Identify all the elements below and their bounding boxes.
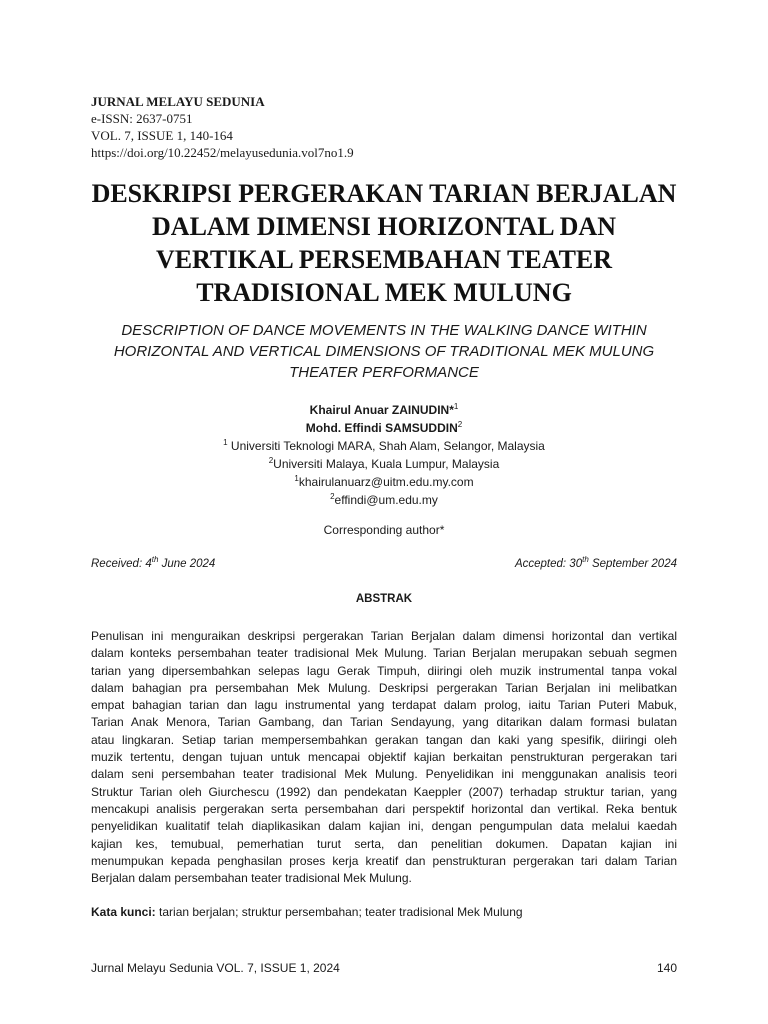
abstract-line: dalam bahagian pra persembahan Mek Mulung. Deskripsi pergerakan Tarian Berjalan ini melibatkan — [91, 680, 677, 695]
title-malay-line: DESKRIPSI PERGERAKAN TARIAN BERJALAN — [91, 179, 677, 208]
accepted-date — [514, 555, 677, 570]
received-label: Received: 4 — [91, 558, 152, 570]
title-english-line: HORIZONTAL AND VERTICAL DIMENSIONS OF TRADITIONAL MEK MULUNG — [113, 343, 655, 360]
abstract-line: dalam konteks persembahan teater tradisional Mek Mulung. Tarian Berjalan merupakan sebuah segmen — [91, 646, 677, 661]
abstract-line: dalam seni persembahan teater tradisional Mek Mulung. Penyelidikan ini menggunakan analisis teori — [91, 767, 677, 782]
email-line — [0, 491, 768, 509]
abstract-line: kajian kes, temubual, pemerhatian turut serta, dan penelitian dokumen. Dapatan kajian ini — [91, 836, 677, 851]
author-superscript: 2 — [457, 420, 463, 429]
author-line — [0, 419, 768, 437]
received-date — [91, 555, 216, 570]
received-superscript: th — [151, 555, 159, 565]
abstract-body — [91, 628, 677, 887]
authors-block — [0, 401, 768, 509]
abstract-line: Struktur Tarian oleh Giurchescu (1992) dan pendekatan Kaeppler (2007) terhadap struktur tarian, yang — [91, 784, 677, 799]
title-malay-line: VERTIKAL PERSEMBAHAN TEATER — [155, 245, 613, 274]
title-english-line: DESCRIPTION OF DANCE MOVEMENTS IN THE WALKING DANCE WITHIN — [121, 322, 647, 339]
affiliation-superscript: 1 — [223, 438, 228, 447]
affiliation-line — [0, 455, 768, 473]
affiliation-line — [0, 437, 768, 455]
affiliation-superscript: 2 — [268, 456, 274, 465]
abstract-line: Penulisan ini menguraikan deskripsi pergerakan Tarian Berjalan dalam dimensi horizontal dan vertikal — [91, 629, 677, 643]
title-malay-line: TRADISIONAL MEK MULUNG — [196, 278, 572, 307]
accepted-superscript: th — [582, 555, 589, 565]
keywords-label: Kata kunci: — [91, 905, 156, 919]
corresponding-author-note: Corresponding author* — [323, 523, 445, 537]
abstract-line: Tarian Anak Menora, Tarian Gambang, dan Tarian Sendayung, yang ditarikan dalam formasi bulatan — [91, 715, 677, 730]
abstract-line: tarian yang dipersembahkan selepas lagu Gerak Timpuh, diiringi oleh muzik instrumental tanpa vokal — [91, 663, 677, 678]
abstract-heading: ABSTRAK — [355, 593, 413, 605]
received-rest: June 2024 — [158, 558, 216, 570]
author-name: Khairul Anuar ZAINUDIN* — [309, 403, 454, 417]
author-line — [0, 401, 768, 419]
keywords-text: tarian berjalan; struktur persembahan; teater tradisional Mek Mulung — [155, 905, 523, 919]
accepted-label: Accepted: 30 — [514, 558, 583, 570]
footer-journal: Jurnal Melayu Sedunia VOL. 7, ISSUE 1, 2024 — [91, 961, 340, 975]
paper-title-english — [70, 320, 698, 383]
abstract-line: muzik tertentu, dengan tujuan untuk mencapai objektif kajian berkaitan penstrukturan pergerakan tari — [91, 750, 677, 765]
journal-volume: VOL. 7, ISSUE 1, 140-164 — [91, 128, 233, 143]
author-superscript: 1 — [453, 402, 459, 411]
journal-info — [91, 93, 354, 161]
journal-name: JURNAL MELAYU SEDUNIA — [91, 94, 265, 109]
paper-title-malay — [60, 177, 708, 309]
title-english-line: THEATER PERFORMANCE — [289, 364, 479, 381]
email-superscript: 1 — [294, 474, 299, 483]
journal-eissn: e-ISSN: 2637-0751 — [91, 111, 193, 126]
author-name: Mohd. Effindi SAMSUDDIN — [305, 421, 458, 435]
accepted-rest: September 2024 — [588, 558, 677, 570]
abstract-line: penyelidikan kualitatif telah diaplikasikan dalam kajian ini, dengan pengumpulan data melalui kaedah — [91, 819, 677, 834]
abstract-line: empat bahagian tarian dan lagu instrumental yang terdapat dalam prolog, iaitu Tarian Puteri Mabuk, — [91, 698, 677, 713]
email-link[interactable]: effindi@um.edu.my — [334, 493, 438, 507]
keywords — [91, 905, 523, 919]
email-line — [0, 473, 768, 491]
journal-doi-link[interactable]: https://doi.org/10.22452/melayusedunia.vol7no1.9 — [91, 145, 354, 160]
affiliation-text: Universiti Malaya, Kuala Lumpur, Malaysia — [273, 457, 500, 471]
abstract-line: mencakupi analisis pergerakan serta persembahan dari perspektif horizontal dan vertikal. Reka bentuk — [91, 801, 677, 816]
email-superscript: 2 — [330, 492, 335, 501]
affiliation-text: Universiti Teknologi MARA, Shah Alam, Selangor, Malaysia — [227, 439, 545, 453]
abstract-line: menumpukan kepada penghasilan proses kerja kreatif dan penstrukturan pergerakan tari dalam Tarian — [91, 853, 677, 868]
abstract-line: atau lingkaran. Setiap tarian mempersembahkan gerakan tangan dan kaki yang spesifik, diiringi oleh — [91, 732, 677, 747]
abstract-line: Berjalan dalam persembahan teater tradisional Mek Mulung. — [91, 871, 412, 886]
email-link[interactable]: khairulanuarz@uitm.edu.my.com — [298, 475, 474, 489]
page-number: 140 — [656, 961, 677, 975]
title-malay-line: DALAM DIMENSI HORIZONTAL DAN — [152, 212, 616, 241]
